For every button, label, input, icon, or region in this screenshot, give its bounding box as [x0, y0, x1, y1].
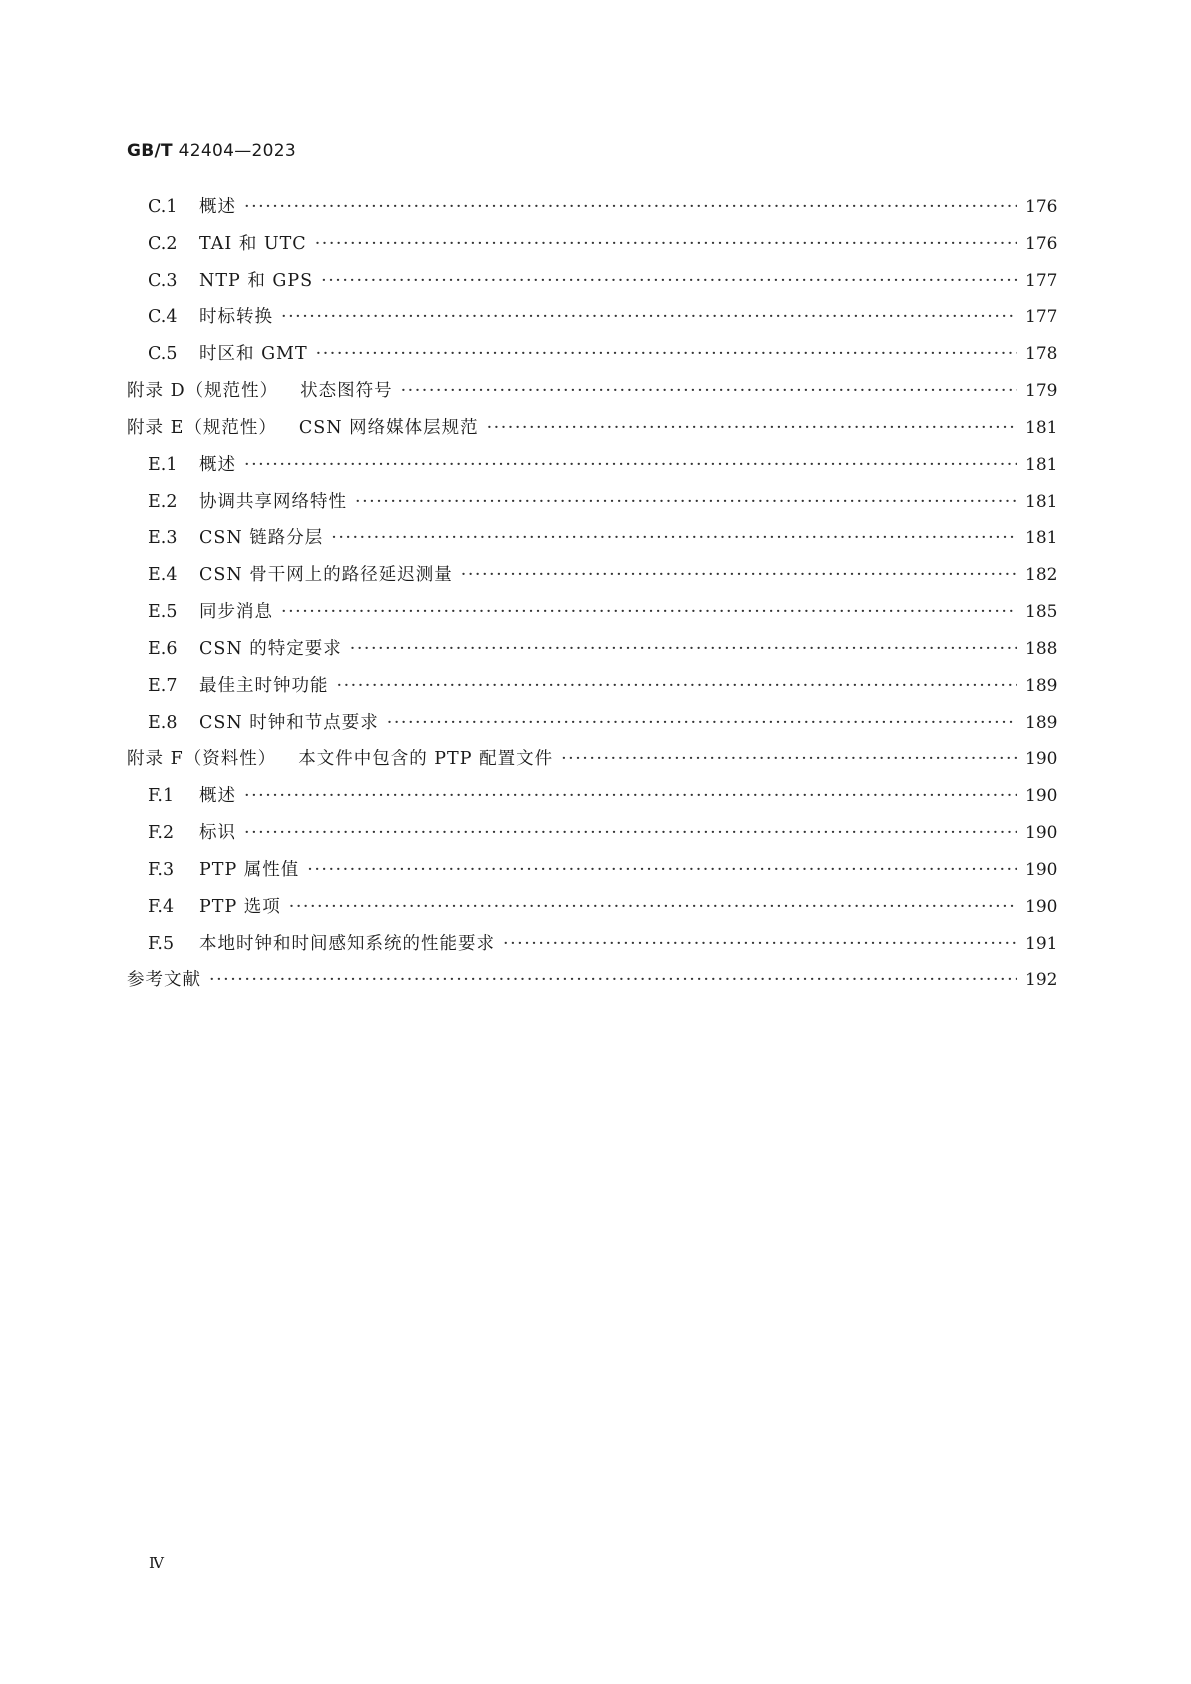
toc-entry[interactable] — [127, 745, 1058, 782]
toc-dot-leader — [244, 823, 1017, 843]
toc-dot-leader — [289, 897, 1017, 917]
toc-entry[interactable] — [127, 340, 1058, 377]
toc-entry-title: CSN 链路分层 — [199, 528, 324, 549]
toc-entry-number: E.1 — [148, 454, 178, 475]
toc-entry-title: 时区和 GMT — [199, 344, 308, 365]
toc-dot-leader — [355, 492, 1017, 512]
toc-entry-title: NTP 和 GPS — [199, 270, 314, 291]
toc-dot-leader — [281, 307, 1017, 327]
toc-entry[interactable] — [127, 819, 1058, 856]
toc-entry[interactable] — [127, 635, 1058, 672]
toc-page-number: 190 — [1025, 823, 1058, 844]
toc-entry-number: C.4 — [148, 307, 178, 328]
toc-page-number: 177 — [1025, 307, 1058, 328]
toc-entry-number: F.1 — [148, 786, 175, 807]
toc-entry-number: F.4 — [148, 896, 175, 917]
toc-entry[interactable] — [127, 930, 1058, 967]
toc-dot-leader — [350, 639, 1017, 659]
toc-entry-number: F.5 — [148, 933, 175, 954]
toc-entry[interactable] — [127, 524, 1058, 561]
toc-page-number: 177 — [1025, 270, 1058, 291]
toc-entry-number: C.3 — [148, 270, 178, 291]
toc-entry[interactable] — [127, 856, 1058, 893]
toc-entry-title: CSN 骨干网上的路径延迟测量 — [199, 565, 453, 586]
standard-number: 42404—2023 — [178, 141, 296, 161]
toc-page-number: 181 — [1025, 528, 1058, 549]
toc-dot-leader — [307, 860, 1017, 880]
toc-appendix-label: 附录 D（规范性） — [127, 381, 279, 402]
toc-page-number: 190 — [1025, 896, 1058, 917]
standard-code — [127, 141, 296, 161]
toc-entry-title: 标识 — [199, 823, 236, 844]
toc-page-number: 182 — [1025, 565, 1058, 586]
toc-dot-leader — [281, 602, 1017, 622]
toc-dot-leader — [209, 970, 1017, 990]
toc-entry-number: E.3 — [148, 528, 178, 549]
toc-page-number: 190 — [1025, 749, 1058, 770]
toc-page-number: 192 — [1025, 970, 1058, 991]
toc-entry-title: CSN 的特定要求 — [199, 638, 342, 659]
page-number: Ⅳ — [149, 1554, 164, 1572]
toc-entry[interactable] — [127, 893, 1058, 930]
toc-entry[interactable] — [127, 782, 1058, 819]
toc-dot-leader — [244, 786, 1017, 806]
toc-entry-number: E.6 — [148, 638, 178, 659]
toc-entry[interactable] — [127, 561, 1058, 598]
toc-page-number: 179 — [1025, 381, 1058, 402]
toc-entry-title: TAI 和 UTC — [199, 233, 307, 254]
toc-entry[interactable] — [127, 598, 1058, 635]
toc-entry[interactable] — [127, 451, 1058, 488]
toc-dot-leader — [387, 713, 1017, 733]
toc-dot-leader — [331, 528, 1017, 548]
toc-dot-leader — [461, 565, 1017, 585]
toc-dot-leader — [321, 271, 1017, 291]
toc-appendix-label: 附录 F（资料性） — [127, 749, 277, 770]
toc-page-number: 190 — [1025, 859, 1058, 880]
toc-entry-title: PTP 属性值 — [199, 859, 300, 880]
toc-appendix-label: 附录 E（规范性） — [127, 417, 277, 438]
toc-entry-title: 参考文献 — [127, 970, 201, 991]
toc-dot-leader — [244, 197, 1017, 217]
toc-entry[interactable] — [127, 267, 1058, 304]
toc-entry-number: F.2 — [148, 823, 175, 844]
toc-entry[interactable] — [127, 303, 1058, 340]
toc-entry[interactable] — [127, 709, 1058, 746]
toc-dot-leader — [561, 749, 1017, 769]
toc-entry-title: 同步消息 — [199, 602, 273, 623]
toc-page-number: 181 — [1025, 454, 1058, 475]
toc-dot-leader — [315, 234, 1017, 254]
toc-entry[interactable] — [127, 966, 1058, 1003]
toc-entry-title: CSN 时钟和节点要求 — [199, 712, 379, 733]
toc-page-number: 189 — [1025, 712, 1058, 733]
toc-page-number: 191 — [1025, 933, 1058, 954]
toc-dot-leader — [401, 381, 1017, 401]
toc-page-number: 185 — [1025, 602, 1058, 623]
toc-dot-leader — [244, 455, 1017, 475]
toc-entry-title: 本地时钟和时间感知系统的性能要求 — [199, 933, 495, 954]
toc-page-number: 188 — [1025, 638, 1058, 659]
standard-prefix: GB/T — [127, 141, 173, 161]
toc-entry-number: E.4 — [148, 565, 178, 586]
toc-entry-number: E.8 — [148, 712, 178, 733]
toc-entry[interactable] — [127, 414, 1058, 451]
toc-entry[interactable] — [127, 193, 1058, 230]
toc-dot-leader — [337, 676, 1018, 696]
toc-entry-title: 本文件中包含的 PTP 配置文件 — [298, 749, 554, 770]
toc-entry-number: F.3 — [148, 859, 175, 880]
toc-entry-title: 协调共享网络特性 — [199, 491, 347, 512]
toc-entry-title: PTP 选项 — [199, 896, 281, 917]
toc-entry-number: C.5 — [148, 344, 178, 365]
toc-dot-leader — [503, 934, 1017, 954]
toc-page-number: 176 — [1025, 233, 1058, 254]
toc-dot-leader — [316, 344, 1017, 364]
toc-page-number: 176 — [1025, 197, 1058, 217]
toc-page-number: 178 — [1025, 344, 1058, 365]
toc-page-number: 181 — [1025, 491, 1058, 512]
toc-entry-title: 状态图符号 — [300, 381, 393, 402]
toc-entry-number: E.7 — [148, 675, 178, 696]
toc-entry-title: 最佳主时钟功能 — [199, 675, 329, 696]
toc-entry-title: 时标转换 — [199, 307, 273, 328]
toc-dot-leader — [487, 418, 1017, 438]
toc-entry-number: C.2 — [148, 233, 178, 254]
toc-entry-title: 概述 — [199, 197, 236, 217]
toc-page-number: 190 — [1025, 786, 1058, 807]
toc-entry[interactable] — [127, 230, 1058, 267]
toc-entry-title: CSN 网络媒体层规范 — [298, 417, 479, 438]
toc-entry-number: E.2 — [148, 491, 178, 512]
toc-page-number: 189 — [1025, 675, 1058, 696]
toc-entry[interactable] — [127, 672, 1058, 709]
toc-entry-title: 概述 — [199, 786, 236, 807]
table-of-contents — [127, 193, 1058, 1003]
toc-page-number: 181 — [1025, 417, 1058, 438]
toc-entry-title: 概述 — [199, 454, 236, 475]
toc-entry[interactable] — [127, 488, 1058, 525]
toc-entry-number: E.5 — [148, 602, 178, 623]
toc-entry-number: C.1 — [148, 197, 178, 217]
toc-entry[interactable] — [127, 377, 1058, 414]
